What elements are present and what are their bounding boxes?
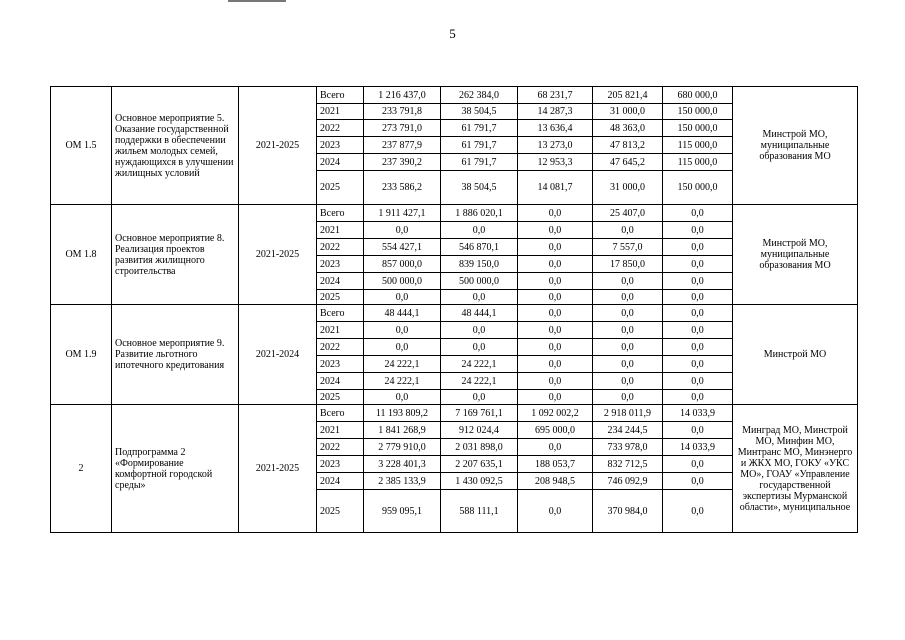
amount-cell-v2: 38 504,5: [441, 104, 518, 120]
amount-cell-v1: 3 228 401,3: [364, 456, 441, 473]
amount-cell-v4: 47 813,2: [593, 137, 663, 154]
top-edge-mark: [228, 0, 286, 2]
amount-cell-v5: 0,0: [663, 205, 733, 222]
amount-cell-v5: 14 033,9: [663, 439, 733, 456]
program-name: Подпрограмма 2 «Формирование комфортной городской среды»: [112, 405, 239, 533]
year-cell: 2023: [317, 256, 364, 273]
amount-cell-v5: 0,0: [663, 490, 733, 533]
year-cell: 2024: [317, 273, 364, 290]
program-name: Основное мероприятие 5. Оказание государственной поддержки в обеспечении жильем молодых семей, нуждающихся в улучшении жилищных условий: [112, 87, 239, 205]
amount-cell-v5: 0,0: [663, 273, 733, 290]
amount-cell-v1: 0,0: [364, 222, 441, 239]
amount-cell-v5: 0,0: [663, 256, 733, 273]
amount-cell-v3: 0,0: [518, 305, 593, 322]
amount-cell-v3: 0,0: [518, 356, 593, 373]
amount-cell-v3: 188 053,7: [518, 456, 593, 473]
amount-cell-v2: 262 384,0: [441, 87, 518, 104]
program-code: ОМ 1.9: [51, 305, 112, 405]
program-period: 2021-2025: [239, 405, 317, 533]
amount-cell-v3: 0,0: [518, 256, 593, 273]
amount-cell-v5: 0,0: [663, 356, 733, 373]
amount-cell-v2: 24 222,1: [441, 356, 518, 373]
amount-cell-v1: 1 841 268,9: [364, 422, 441, 439]
amount-cell-v1: 0,0: [364, 339, 441, 356]
page-number: 5: [449, 26, 456, 41]
amount-cell-v4: 733 978,0: [593, 439, 663, 456]
table-row: [51, 205, 858, 222]
amount-cell-v2: 839 150,0: [441, 256, 518, 273]
amount-cell-v1: 0,0: [364, 322, 441, 339]
amount-cell-v2: 0,0: [441, 322, 518, 339]
amount-cell-v2: 912 024,4: [441, 422, 518, 439]
amount-cell-v5: 0,0: [663, 373, 733, 390]
amount-cell-v4: 0,0: [593, 390, 663, 405]
budget-table: [50, 86, 858, 533]
amount-cell-v4: 48 363,0: [593, 120, 663, 137]
amount-cell-v5: 0,0: [663, 422, 733, 439]
amount-cell-v4: 31 000,0: [593, 104, 663, 120]
year-cell: Всего: [317, 87, 364, 104]
amount-cell-v5: 0,0: [663, 305, 733, 322]
amount-cell-v1: 11 193 809,2: [364, 405, 441, 422]
year-cell: 2023: [317, 137, 364, 154]
year-cell: 2022: [317, 120, 364, 137]
amount-cell-v5: 115 000,0: [663, 137, 733, 154]
amount-cell-v3: 12 953,3: [518, 154, 593, 171]
amount-cell-v4: 47 645,2: [593, 154, 663, 171]
amount-cell-v1: 24 222,1: [364, 373, 441, 390]
amount-cell-v4: 7 557,0: [593, 239, 663, 256]
year-cell: 2021: [317, 322, 364, 339]
amount-cell-v2: 38 504,5: [441, 171, 518, 205]
amount-cell-v1: 554 427,1: [364, 239, 441, 256]
amount-cell-v5: 0,0: [663, 390, 733, 405]
program-code: ОМ 1.5: [51, 87, 112, 205]
amount-cell-v5: 0,0: [663, 456, 733, 473]
amount-cell-v2: 546 870,1: [441, 239, 518, 256]
amount-cell-v2: 61 791,7: [441, 154, 518, 171]
amount-cell-v4: 746 092,9: [593, 473, 663, 490]
amount-cell-v3: 0,0: [518, 239, 593, 256]
amount-cell-v3: 0,0: [518, 273, 593, 290]
program-code: ОМ 1.8: [51, 205, 112, 305]
amount-cell-v1: 237 390,2: [364, 154, 441, 171]
table-body: [51, 87, 858, 533]
amount-cell-v4: 25 407,0: [593, 205, 663, 222]
amount-cell-v4: 0,0: [593, 339, 663, 356]
year-cell: Всего: [317, 205, 364, 222]
amount-cell-v2: 2 031 898,0: [441, 439, 518, 456]
amount-cell-v2: 61 791,7: [441, 137, 518, 154]
program-period: 2021-2024: [239, 305, 317, 405]
table-row: [51, 305, 858, 322]
executor-cell: Минстрой МО: [733, 305, 858, 405]
amount-cell-v2: 0,0: [441, 390, 518, 405]
amount-cell-v1: 2 779 910,0: [364, 439, 441, 456]
year-cell: 2022: [317, 439, 364, 456]
amount-cell-v5: 115 000,0: [663, 154, 733, 171]
year-cell: Всего: [317, 305, 364, 322]
amount-cell-v5: 0,0: [663, 322, 733, 339]
amount-cell-v2: 7 169 761,1: [441, 405, 518, 422]
amount-cell-v4: 832 712,5: [593, 456, 663, 473]
program-name: Основное мероприятие 8. Реализация проектов развития жилищного строительства: [112, 205, 239, 305]
amount-cell-v5: 680 000,0: [663, 87, 733, 104]
amount-cell-v3: 0,0: [518, 205, 593, 222]
table-row: [51, 87, 858, 104]
year-cell: 2025: [317, 390, 364, 405]
amount-cell-v1: 1 911 427,1: [364, 205, 441, 222]
amount-cell-v4: 0,0: [593, 290, 663, 305]
amount-cell-v3: 0,0: [518, 373, 593, 390]
amount-cell-v2: 61 791,7: [441, 120, 518, 137]
amount-cell-v2: 2 207 635,1: [441, 456, 518, 473]
amount-cell-v4: 370 984,0: [593, 490, 663, 533]
amount-cell-v1: 233 586,2: [364, 171, 441, 205]
year-cell: 2022: [317, 339, 364, 356]
amount-cell-v2: 24 222,1: [441, 373, 518, 390]
amount-cell-v3: 0,0: [518, 339, 593, 356]
year-cell: 2024: [317, 154, 364, 171]
amount-cell-v4: 0,0: [593, 322, 663, 339]
amount-cell-v2: 48 444,1: [441, 305, 518, 322]
amount-cell-v3: 14 081,7: [518, 171, 593, 205]
amount-cell-v5: 0,0: [663, 339, 733, 356]
year-cell: 2023: [317, 356, 364, 373]
amount-cell-v3: 0,0: [518, 222, 593, 239]
program-name: Основное мероприятие 9. Развитие льготного ипотечного кредитования: [112, 305, 239, 405]
amount-cell-v3: 208 948,5: [518, 473, 593, 490]
amount-cell-v3: 0,0: [518, 390, 593, 405]
year-cell: Всего: [317, 405, 364, 422]
executor-cell: Минстрой МО, муниципальные образования МО: [733, 205, 858, 305]
amount-cell-v3: 14 287,3: [518, 104, 593, 120]
amount-cell-v2: 1 886 020,1: [441, 205, 518, 222]
amount-cell-v3: 68 231,7: [518, 87, 593, 104]
amount-cell-v5: 150 000,0: [663, 104, 733, 120]
amount-cell-v5: 0,0: [663, 473, 733, 490]
amount-cell-v5: 0,0: [663, 290, 733, 305]
amount-cell-v4: 0,0: [593, 273, 663, 290]
amount-cell-v2: 0,0: [441, 222, 518, 239]
amount-cell-v1: 0,0: [364, 290, 441, 305]
year-cell: 2021: [317, 422, 364, 439]
amount-cell-v1: 959 095,1: [364, 490, 441, 533]
year-cell: 2021: [317, 222, 364, 239]
year-cell: 2024: [317, 373, 364, 390]
amount-cell-v4: 0,0: [593, 373, 663, 390]
executor-cell: Минстрой МО, муниципальные образования МО: [733, 87, 858, 205]
amount-cell-v1: 2 385 133,9: [364, 473, 441, 490]
amount-cell-v1: 48 444,1: [364, 305, 441, 322]
amount-cell-v4: 234 244,5: [593, 422, 663, 439]
amount-cell-v1: 0,0: [364, 390, 441, 405]
amount-cell-v3: 0,0: [518, 490, 593, 533]
amount-cell-v3: 1 092 002,2: [518, 405, 593, 422]
amount-cell-v3: 695 000,0: [518, 422, 593, 439]
year-cell: 2025: [317, 171, 364, 205]
amount-cell-v1: 500 000,0: [364, 273, 441, 290]
year-cell: 2023: [317, 456, 364, 473]
amount-cell-v3: 0,0: [518, 290, 593, 305]
amount-cell-v3: 0,0: [518, 322, 593, 339]
amount-cell-v5: 150 000,0: [663, 171, 733, 205]
year-cell: 2025: [317, 490, 364, 533]
year-cell: 2024: [317, 473, 364, 490]
amount-cell-v5: 150 000,0: [663, 120, 733, 137]
year-cell: 2021: [317, 104, 364, 120]
amount-cell-v2: 500 000,0: [441, 273, 518, 290]
amount-cell-v1: 237 877,9: [364, 137, 441, 154]
amount-cell-v3: 13 636,4: [518, 120, 593, 137]
amount-cell-v5: 14 033,9: [663, 405, 733, 422]
amount-cell-v5: 0,0: [663, 222, 733, 239]
amount-cell-v4: 31 000,0: [593, 171, 663, 205]
amount-cell-v4: 0,0: [593, 305, 663, 322]
year-cell: 2025: [317, 290, 364, 305]
amount-cell-v1: 24 222,1: [364, 356, 441, 373]
program-code: 2: [51, 405, 112, 533]
amount-cell-v1: 273 791,0: [364, 120, 441, 137]
amount-cell-v4: 2 918 011,9: [593, 405, 663, 422]
amount-cell-v1: 233 791,8: [364, 104, 441, 120]
amount-cell-v1: 1 216 437,0: [364, 87, 441, 104]
amount-cell-v4: 17 850,0: [593, 256, 663, 273]
amount-cell-v2: 0,0: [441, 339, 518, 356]
table-row: [51, 405, 858, 422]
amount-cell-v4: 0,0: [593, 222, 663, 239]
program-period: 2021-2025: [239, 205, 317, 305]
amount-cell-v3: 0,0: [518, 439, 593, 456]
executor-cell: Минград МО, Минстрой МО, Минфин МО, Минтранс МО, Минэнерго и ЖКХ МО, ГОКУ «УКС МО», ГОАУ «Управление государственной экспертизы Мурманской области», муниципальное: [733, 405, 858, 533]
amount-cell-v4: 205 821,4: [593, 87, 663, 104]
amount-cell-v2: 588 111,1: [441, 490, 518, 533]
amount-cell-v1: 857 000,0: [364, 256, 441, 273]
year-cell: 2022: [317, 239, 364, 256]
amount-cell-v5: 0,0: [663, 239, 733, 256]
program-period: 2021-2025: [239, 87, 317, 205]
amount-cell-v2: 0,0: [441, 290, 518, 305]
amount-cell-v2: 1 430 092,5: [441, 473, 518, 490]
amount-cell-v4: 0,0: [593, 356, 663, 373]
amount-cell-v3: 13 273,0: [518, 137, 593, 154]
